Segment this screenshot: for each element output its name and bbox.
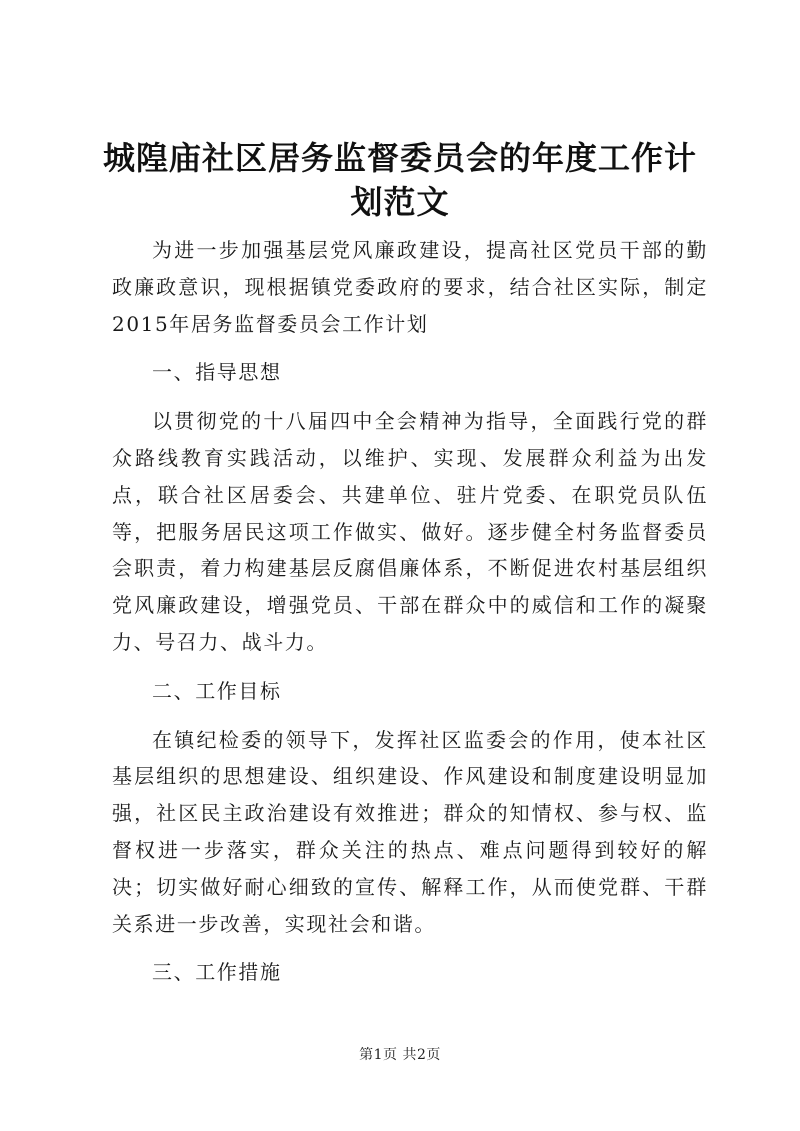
page-footer [0, 1044, 800, 1064]
document-title: 城隍庙社区居务监督委员会的年度工作计划范文 [102, 139, 697, 221]
section-heading-work-goals: 二、工作目标 [152, 678, 282, 703]
document-body [112, 232, 708, 991]
section-heading-work-measures: 三、工作措施 [152, 960, 282, 985]
page-indicator: 第1页 共2页 [359, 1047, 441, 1063]
section-body-guiding-ideology: 以贯彻党的十八届四中全会精神为指导，全面践行党的群众路线教育实践活动，以维护、实现、发展群众利益为出发点，联合社区居委会、共建单位、驻片党委、在职党员队伍等，把服务居民这项工作做实、做好。逐步健全村务监督委员会职责，着力构建基层反腐倡廉体系，不断促进农村基层组织党风廉政建设，增强党员、干部在群众中的威信和工作的凝聚力、号召力、战斗力。 [112, 409, 708, 654]
section-heading-guiding-ideology: 一、指导思想 [152, 360, 282, 385]
intro-paragraph: 为进一步加强基层党风廉政建设，提高社区党员干部的勤政廉政意识，现根据镇党委政府的要求，结合社区实际，制定2015年居务监督委员会工作计划 [112, 238, 708, 336]
section-body-work-goals: 在镇纪检委的领导下，发挥社区监委会的作用，使本社区基层组织的思想建设、组织建设、作风建设和制度建设明显加强，社区民主政治建设有效推进；群众的知情权、参与权、监督权进一步落实，群众关注的热点、难点问题得到较好的解决；切实做好耐心细致的宣传、解释工作，从而使党群、干群关系进一步改善，实现社会和谐。 [112, 727, 708, 936]
